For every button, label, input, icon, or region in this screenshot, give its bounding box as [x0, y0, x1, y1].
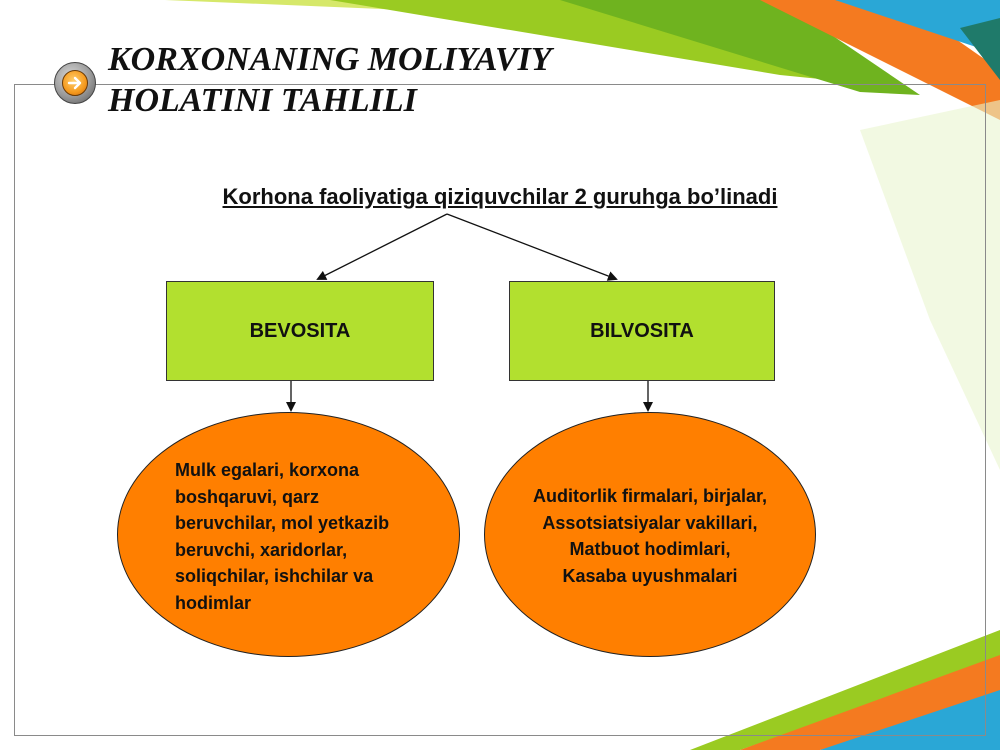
member-line: beruvchi, xaridorlar, — [175, 539, 348, 560]
arrow-right-glyph — [63, 71, 87, 95]
member-line: beruvchilar, mol yetkazib — [175, 513, 390, 533]
slide-title-line-1: KORXONANING MOLIYAVIY — [108, 41, 552, 78]
arrow-right-circle-core — [62, 70, 88, 96]
content-frame — [14, 84, 986, 736]
member-line: soliqchilar, ishchilar va — [175, 566, 374, 586]
member-line: Auditorlik firmalari, birjalar, — [532, 486, 768, 506]
members-text-bevosita — [175, 457, 450, 616]
group-label-bilvosita: BILVOSITA — [590, 319, 694, 342]
arrow-right-circle-icon — [54, 62, 96, 104]
member-line: Kasaba uyushmalari — [562, 565, 738, 586]
members-text-bilvosita — [500, 483, 800, 589]
slide-title-line-2: HOLATINI TAHLILI — [108, 81, 417, 119]
group-box-bevosita — [166, 281, 434, 381]
member-line: hodimlar — [175, 592, 252, 613]
group-label-bevosita: BEVOSITA — [249, 319, 351, 342]
slide-title — [108, 40, 668, 122]
member-line: Matbuot hodimlari, — [569, 539, 731, 559]
member-line: Assotsiatsiyalar vakillari, — [542, 512, 758, 533]
member-line: boshqaruvi, qarz — [175, 486, 320, 507]
diagram-root-label: Korhona faoliyatiga qiziquvchilar 2 guruhga bo’linadi — [222, 184, 778, 209]
group-box-bilvosita — [509, 281, 775, 381]
member-line: Mulk egalari, korxona — [175, 460, 360, 480]
